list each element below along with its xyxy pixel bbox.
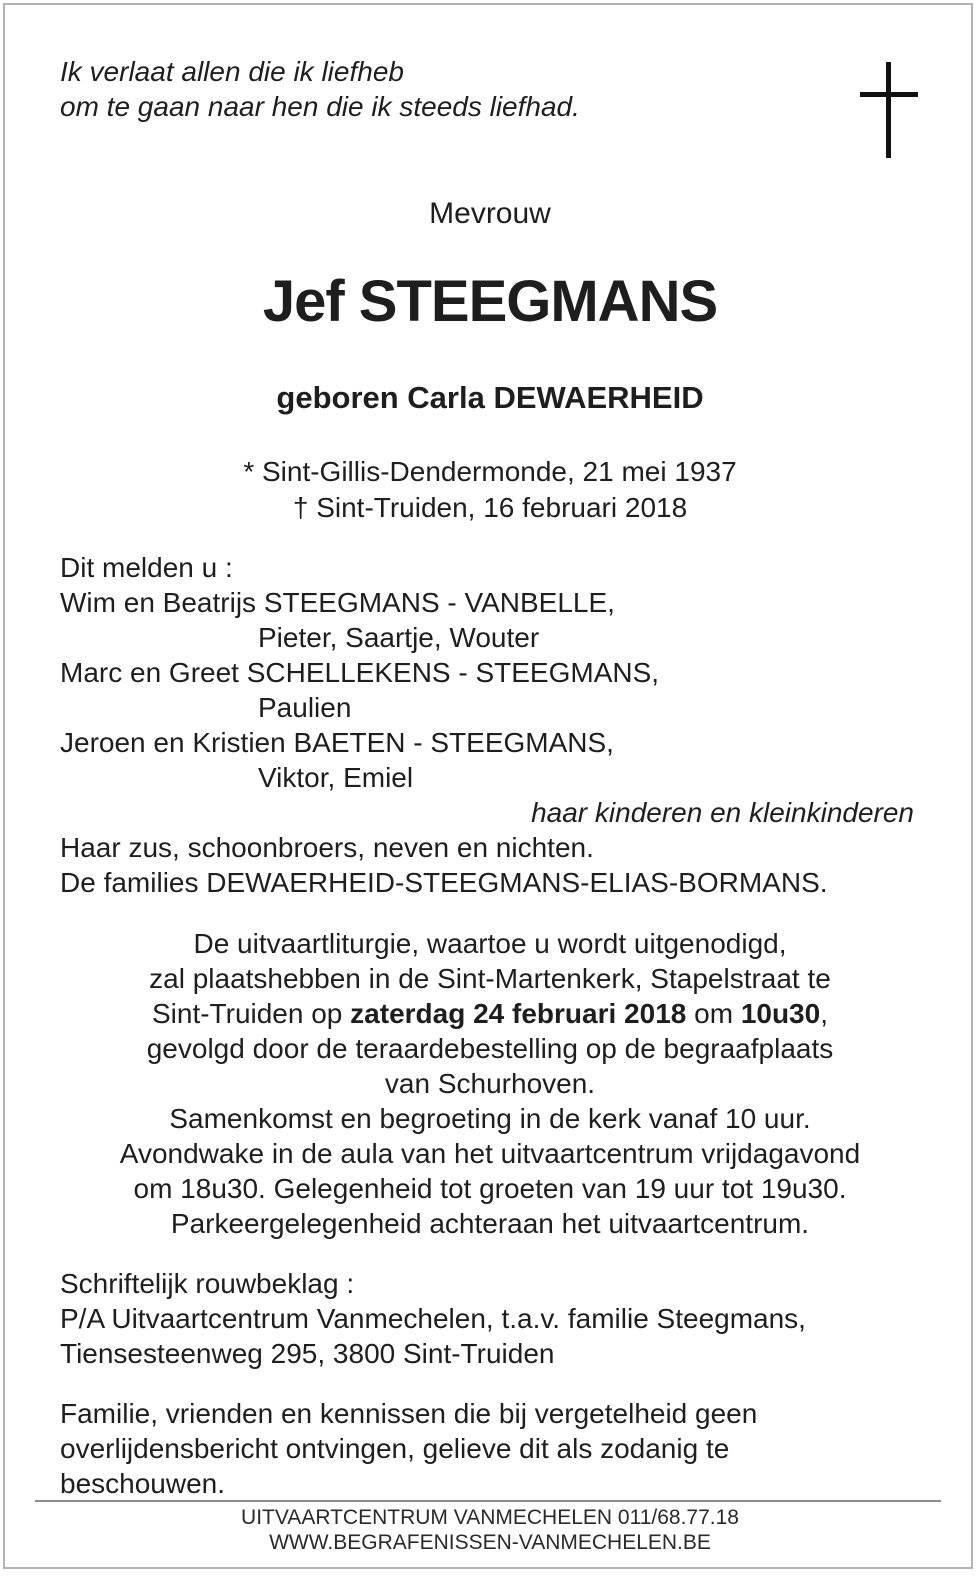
death-line: † Sint-Truiden, 16 februari 2018 xyxy=(292,492,688,523)
announcers-intro: Dit melden u : xyxy=(60,552,233,583)
ceremony-text: Sint-Truiden op xyxy=(151,998,351,1029)
ceremony-date: zaterdag 24 februari 2018 xyxy=(350,998,687,1029)
cross-icon-vertical xyxy=(886,62,891,158)
ceremony-line-2: zal plaatshebben in de Sint-Martenkerk, Stapelstraat te xyxy=(149,963,831,994)
grandchildren-line: Paulien xyxy=(258,692,352,723)
funeral-home-website[interactable]: WWW.BEGRAFENISSEN-VANMECHELEN.BE xyxy=(269,1531,711,1554)
ceremony-text: , xyxy=(820,998,828,1029)
condolences-heading: Schriftelijk rouwbeklag : xyxy=(60,1268,355,1299)
ceremony-line-5: van Schurhoven. xyxy=(384,1068,596,1099)
family-line: Marc en Greet SCHELLEKENS - STEEGMANS, xyxy=(60,657,660,688)
poem-line-2: om te gaan naar hen die ik steeds liefhad. xyxy=(60,91,580,122)
notice-line-3: beschouwen. xyxy=(60,1468,226,1499)
ceremony-line-1: De uitvaartliturgie, waartoe u wordt uitgenodigd, xyxy=(193,928,787,959)
funeral-home-contact: UITVAARTCENTRUM VANMECHELEN 011/68.77.18 xyxy=(241,1506,739,1529)
families-line: De families DEWAERHEID-STEEGMANS-ELIAS-BORMANS. xyxy=(60,867,828,898)
ceremony-text: om xyxy=(686,998,741,1029)
deceased-name: Jef STEEGMANS xyxy=(262,269,718,334)
ceremony-line-7: Avondwake in de aula van het uitvaartcentrum vrijdagavond xyxy=(119,1138,861,1169)
ceremony-line-9: Parkeergelegenheid achteraan het uitvaartcentrum. xyxy=(170,1208,810,1239)
ceremony-line-3 xyxy=(0,996,980,1031)
footer-divider xyxy=(35,1500,941,1502)
condolences-street: Tiensesteenweg 295, 3800 Sint-Truiden xyxy=(60,1338,555,1369)
relatives-line: Haar zus, schoonbroers, neven en nichten. xyxy=(60,832,594,863)
ceremony-time: 10u30 xyxy=(740,998,821,1029)
birth-line: * Sint-Gillis-Dendermonde, 21 mei 1937 xyxy=(243,456,737,487)
cross-icon-horizontal xyxy=(860,92,918,97)
ceremony-line-6: Samenkomst en begroeting in de kerk vanaf 10 uur. xyxy=(169,1103,811,1134)
relation-note: haar kinderen en kleinkinderen xyxy=(531,797,914,828)
grandchildren-line: Pieter, Saartje, Wouter xyxy=(258,622,540,653)
family-line: Jeroen en Kristien BAETEN - STEEGMANS, xyxy=(60,727,614,758)
cross-icon xyxy=(860,62,918,158)
birth-name: geboren Carla DEWAERHEID xyxy=(276,380,704,415)
ceremony-line-4: gevolgd door de teraardebestelling op de begraafplaats xyxy=(146,1033,834,1064)
salutation: Mevrouw xyxy=(429,197,551,230)
family-line: Wim en Beatrijs STEEGMANS - VANBELLE, xyxy=(60,587,615,618)
grandchildren-line: Viktor, Emiel xyxy=(258,762,414,793)
condolences-address: P/A Uitvaartcentrum Vanmechelen, t.a.v. familie Steegmans, xyxy=(60,1303,806,1334)
ceremony-line-8: om 18u30. Gelegenheid tot groeten van 19 uur tot 19u30. xyxy=(133,1173,847,1204)
poem-line-1: Ik verlaat allen die ik liefheb xyxy=(60,56,404,87)
notice-line-1: Familie, vrienden en kennissen die bij vergetelheid geen xyxy=(60,1398,758,1429)
notice-line-2: overlijdensbericht ontvingen, gelieve dit als zodanig te xyxy=(60,1433,730,1464)
